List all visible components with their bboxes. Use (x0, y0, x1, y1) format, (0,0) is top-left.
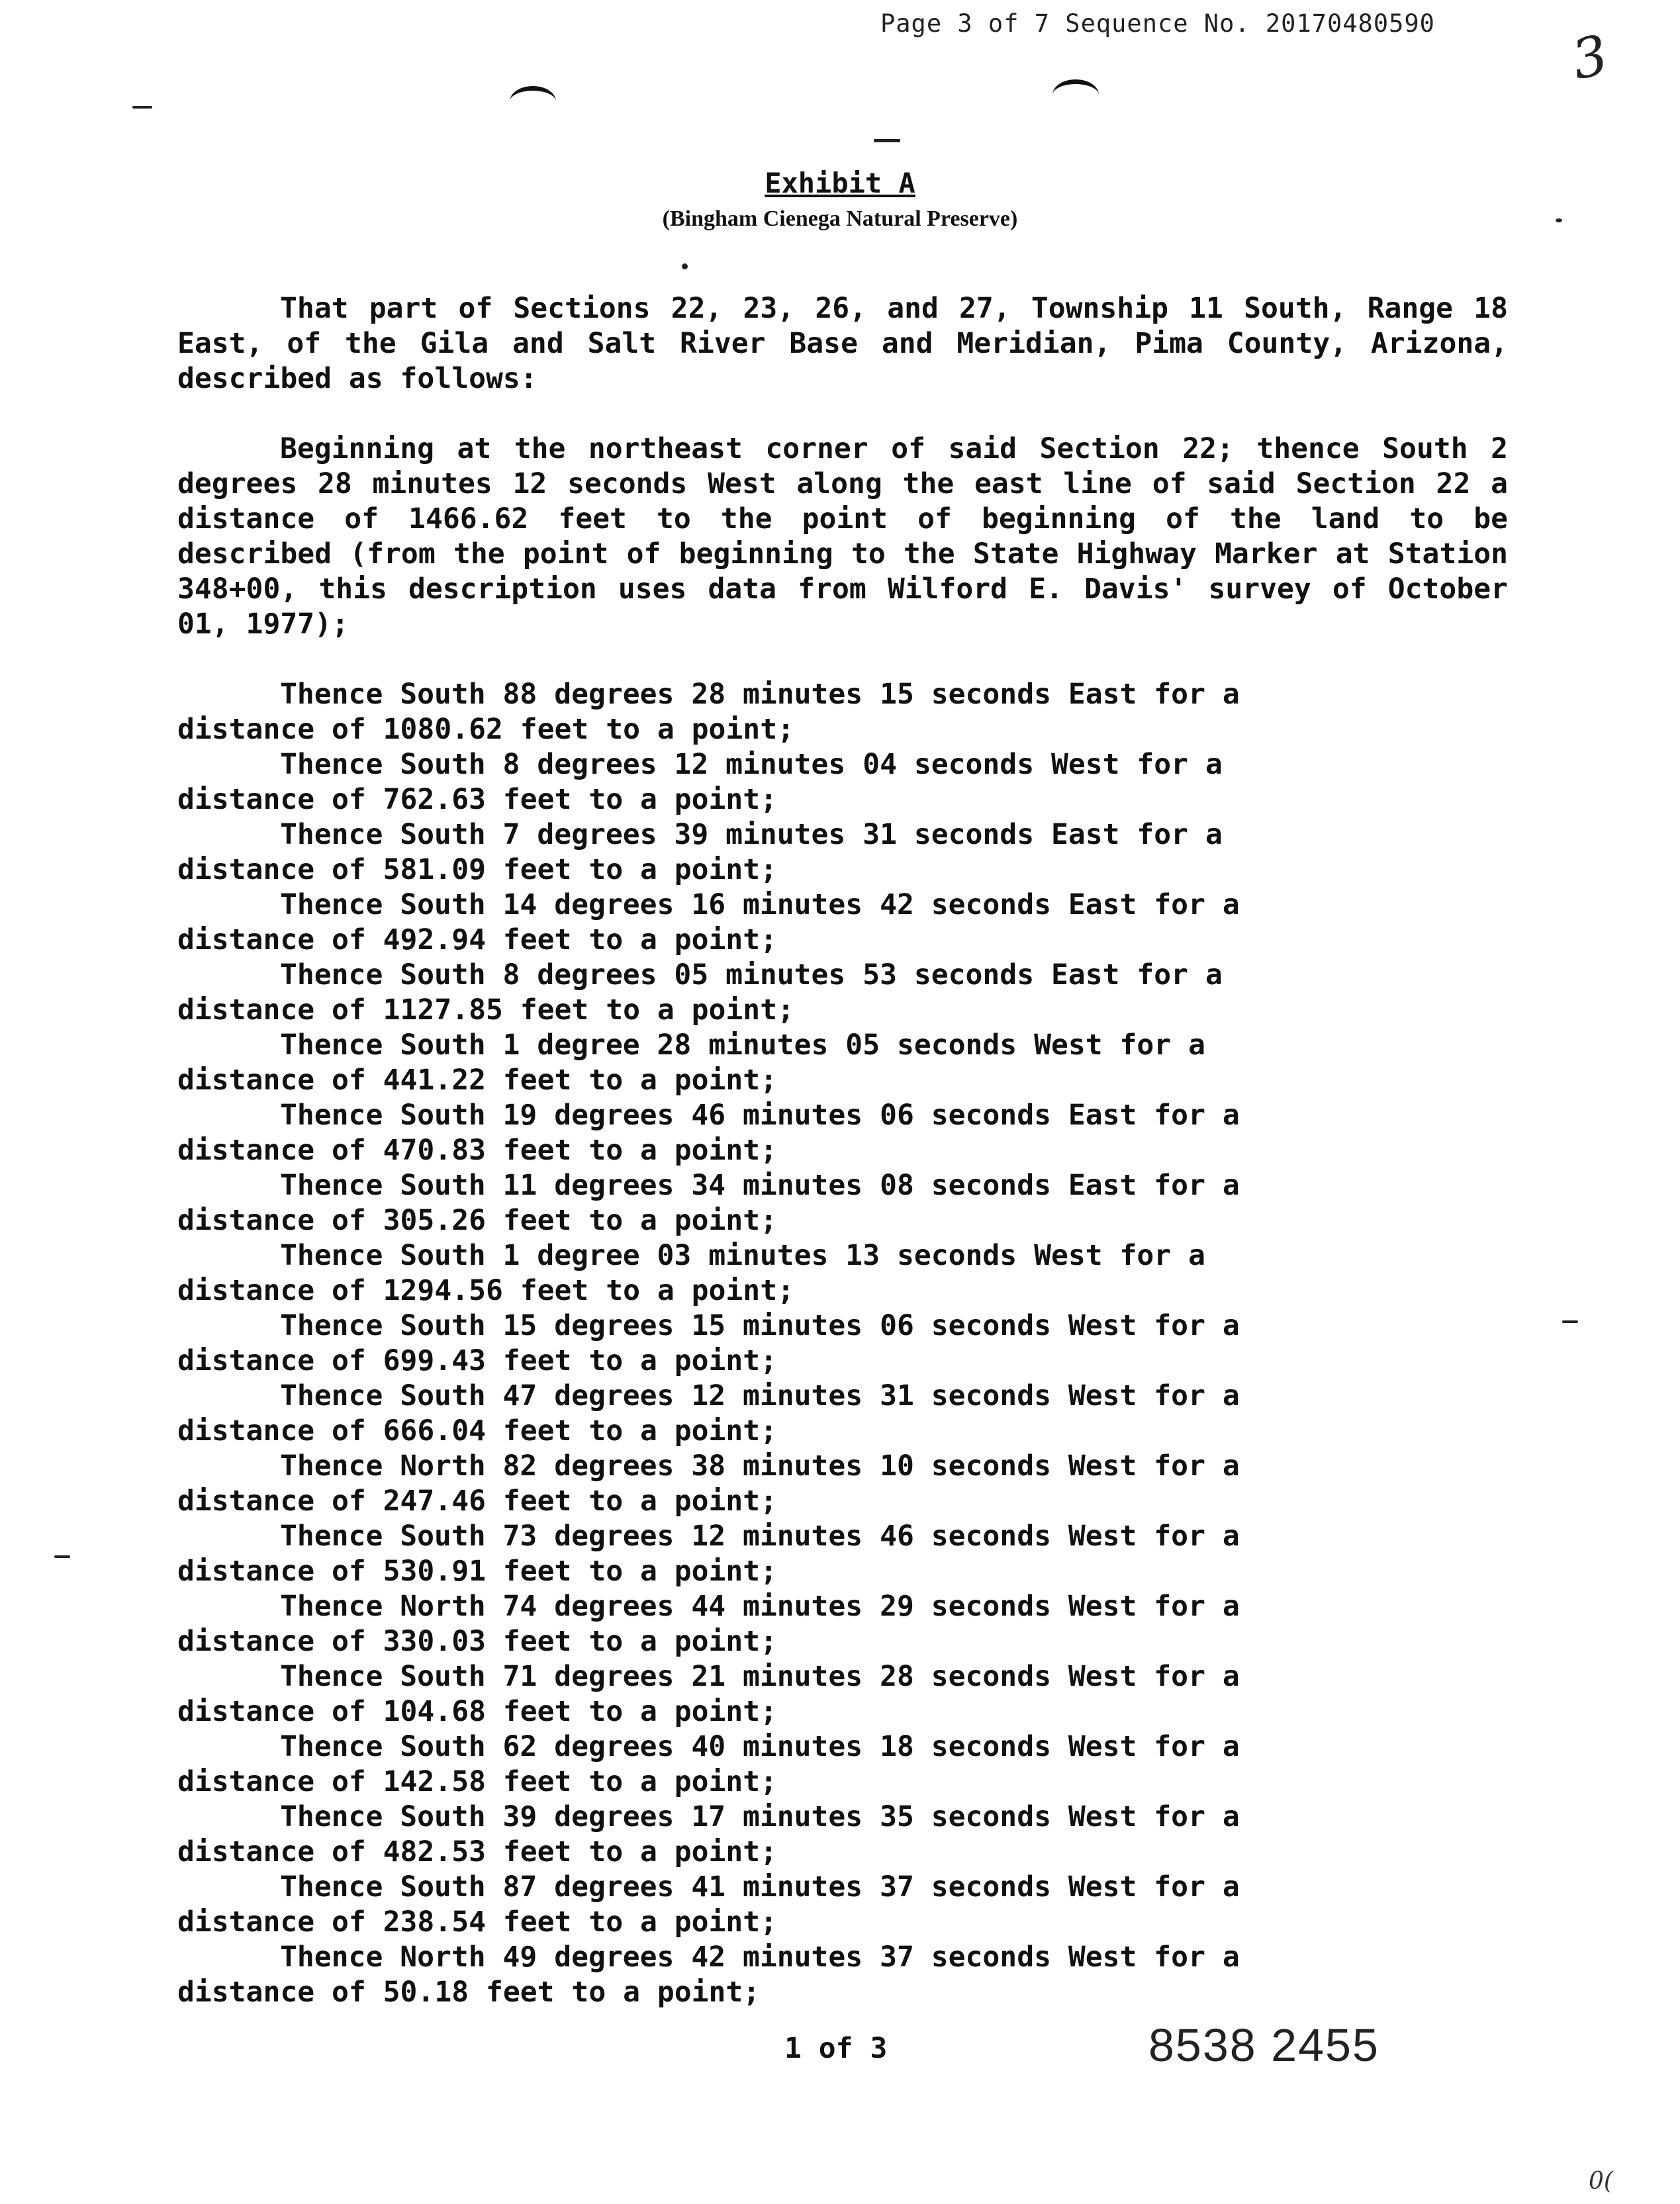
call-bearing: Thence South 88 degrees 28 minutes 15 seconds East for a (280, 678, 1240, 711)
boundary-call (177, 1449, 1508, 1519)
call-distance: distance of 581.09 feet to a point; (177, 853, 778, 886)
boundary-call (177, 1659, 1508, 1729)
call-distance: distance of 142.58 feet to a point; (177, 1765, 778, 1798)
call-bearing: Thence South 47 degrees 12 minutes 31 seconds West for a (280, 1379, 1240, 1412)
call-distance: distance of 50.18 feet to a point; (177, 1976, 761, 2009)
boundary-call (177, 1028, 1508, 1098)
boundary-call (177, 1800, 1508, 1870)
call-distance: distance of 330.03 feet to a point; (177, 1625, 778, 1658)
call-bearing: Thence South 62 degrees 40 minutes 18 seconds West for a (280, 1730, 1240, 1763)
boundary-call (177, 1238, 1508, 1309)
boundary-call (177, 1870, 1508, 1940)
boundary-call (177, 747, 1508, 817)
call-distance: distance of 305.26 feet to a point; (177, 1204, 778, 1237)
exhibit-title: Exhibit A (765, 167, 915, 199)
call-distance: distance of 762.63 feet to a point; (177, 783, 778, 816)
call-distance: distance of 492.94 feet to a point; (177, 923, 778, 956)
boundary-call (177, 888, 1508, 958)
scan-artifact-arc-left (510, 86, 556, 117)
call-bearing: Thence South 8 degrees 12 minutes 04 seconds West for a (280, 748, 1223, 781)
boundary-calls-list (177, 677, 1508, 2010)
beginning-paragraph: Beginning at the northeast corner of said Section 22; thence South 2 degrees 28 minutes 12 seconds West along the east line of said Section 22 a distance of 1466.62 feet to the point of beginning of the land to be described (from the point of beginning to the State Highway Marker at Station 348+00, this description uses data from Wilford E. Davis' survey of October 01, 1977); (177, 432, 1508, 641)
call-bearing: Thence South 87 degrees 41 minutes 37 seconds West for a (280, 1870, 1240, 1904)
call-bearing: Thence South 1 degree 03 minutes 13 seconds West for a (280, 1239, 1205, 1272)
scan-speck (132, 106, 152, 109)
call-distance: distance of 699.43 feet to a point; (177, 1344, 778, 1377)
page-sequence-header: Page 3 of 7 Sequence No. 20170480590 (880, 9, 1435, 38)
scan-speck (1562, 1320, 1578, 1323)
scan-speck (682, 263, 688, 269)
recording-book-page: 8538 2455 (1148, 2019, 1379, 2071)
corner-annotation: 0( (1589, 2168, 1613, 2195)
boundary-call (177, 1589, 1508, 1659)
call-distance: distance of 1127.85 feet to a point; (177, 993, 794, 1027)
boundary-call (177, 1168, 1508, 1238)
call-bearing: Thence South 19 degrees 46 minutes 06 seconds East for a (280, 1099, 1240, 1132)
scan-speck (54, 1555, 70, 1558)
scan-speck (874, 139, 900, 142)
call-bearing: Thence North 49 degrees 42 minutes 37 seconds West for a (280, 1941, 1240, 1974)
boundary-call (177, 677, 1508, 747)
call-bearing: Thence South 71 degrees 21 minutes 28 seconds West for a (280, 1660, 1240, 1693)
legal-description (177, 291, 1508, 2010)
call-distance: distance of 441.22 feet to a point; (177, 1064, 778, 1097)
boundary-call (177, 958, 1508, 1028)
call-distance: distance of 1080.62 feet to a point; (177, 713, 794, 746)
call-distance: distance of 104.68 feet to a point; (177, 1695, 778, 1728)
call-bearing: Thence South 14 degrees 16 minutes 42 seconds East for a (280, 888, 1240, 921)
call-distance: distance of 247.46 feet to a point; (177, 1485, 778, 1518)
call-distance: distance of 666.04 feet to a point; (177, 1414, 778, 1447)
boundary-call (177, 1309, 1508, 1379)
exhibit-subtitle: (Bingham Cienega Natural Preserve) (662, 207, 1018, 231)
call-bearing: Thence South 8 degrees 05 minutes 53 seconds East for a (280, 958, 1223, 991)
boundary-call (177, 1729, 1508, 1800)
call-bearing: Thence South 11 degrees 34 minutes 08 seconds East for a (280, 1169, 1240, 1202)
call-bearing: Thence South 15 degrees 15 minutes 06 seconds West for a (280, 1309, 1240, 1342)
handwritten-page-mark: 3 (1566, 23, 1614, 93)
call-bearing: Thence South 39 degrees 17 minutes 35 seconds West for a (280, 1800, 1240, 1833)
call-bearing: Thence South 1 degree 28 minutes 05 seconds West for a (280, 1029, 1205, 1062)
call-distance: distance of 530.91 feet to a point; (177, 1555, 778, 1588)
boundary-call (177, 817, 1508, 888)
boundary-call (177, 1379, 1508, 1449)
call-bearing: Thence North 74 degrees 44 minutes 29 seconds West for a (280, 1590, 1240, 1623)
intro-paragraph: That part of Sections 22, 23, 26, and 27, Township 11 South, Range 18 East, of the Gila and Salt River Base and Meridian, Pima County, Arizona, described as follows: (177, 292, 1508, 395)
call-distance: distance of 238.54 feet to a point; (177, 1906, 778, 1939)
scan-artifact-arc-right (1052, 79, 1099, 111)
call-distance: distance of 1294.56 feet to a point; (177, 1274, 794, 1307)
call-bearing: Thence South 73 degrees 12 minutes 46 seconds West for a (280, 1520, 1240, 1553)
boundary-call (177, 1098, 1508, 1168)
boundary-call (177, 1519, 1508, 1589)
call-bearing: Thence North 82 degrees 38 minutes 10 seconds West for a (280, 1449, 1240, 1483)
exhibit-page-number: 1 of 3 (784, 2032, 888, 2065)
boundary-call (177, 1940, 1508, 2010)
call-distance: distance of 482.53 feet to a point; (177, 1835, 778, 1868)
call-bearing: Thence South 7 degrees 39 minutes 31 seconds East for a (280, 818, 1223, 851)
call-distance: distance of 470.83 feet to a point; (177, 1134, 778, 1167)
